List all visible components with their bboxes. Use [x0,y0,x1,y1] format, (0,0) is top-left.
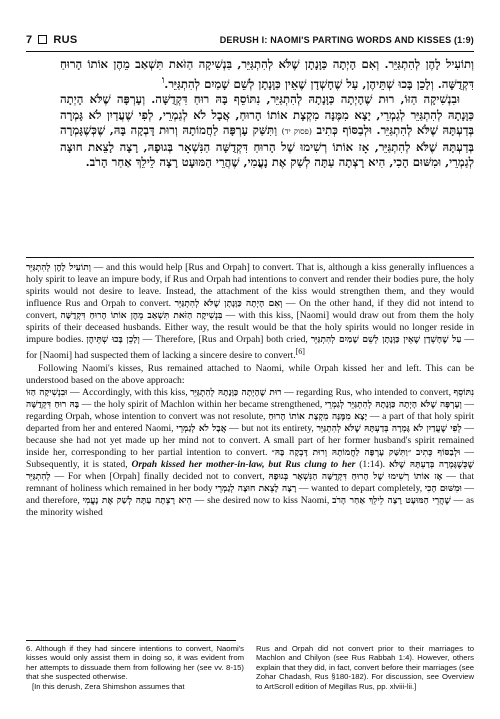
hebrew-lemma: רוּת שֶׁהָיְתָה כַּוָּנָתָהּ לְהִתְגַּיֵּר [190,387,282,398]
translation-paragraph-1 [26,262,474,363]
hebrew-para2-cont: וַתִּשַּׁק עָרְפָּה לַחֲמוֹתָהּ וְרוּת דָּבְקָה בָּהּ, שֶׁכְּשֶׁגָּמְרָה בְּדַעְתָּהּ שֶׁלֹּא לְהִתְגַּיֵּר, אָז אוֹתוֹ רְשִׁימוּ שֶׁל הָרוּחַ דִּקְדֻשָּׁה הַנִּשְׁאָר בְּגוּפָהּ, רָצָה לָצֵאת חוּצָה לְגַמְרֵי, וּמִשּׁוּם הָכִי, הִיא רָצְתָה עַתָּה לְשַׁק אֶת נָעֳמִי, שֶׁהֲרֵי הַמּוּעָט רָצָה לֵילֵךְ אַחַר הָרֹב. [60,123,474,170]
translation-paragraph-2: Following Naomi's kisses, Rus remained attached to Naomi, while Orpah kissed her and left. This can be understood based on the above approach: [26,362,474,386]
footnote-note: [In this derush, Zera Shimshon assumes that [32,681,185,691]
hebrew-lemma: וּמִשּׁוּם הָכִי [424,484,462,495]
verse-reference: (1:14). [355,458,389,470]
translation-text: — that remnant of holiness which remained in her body [26,470,475,495]
footnote-marker: [6] [295,347,305,357]
hebrew-lemma: וְאִם הָיְתָה כַּוָּנָתָן שֶׁלֹּא לְהִתְגַּיֵּר [174,299,283,310]
chapter-title: DERUSH I: NAOMI'S PARTING WORDS AND KISSES (1:9) [219,35,474,45]
footnote-column-right [256,644,474,691]
hebrew-lemma: יָצָא מִמֶּנָּה מִקְצָת אוֹתוֹ הָרוּחַ [268,411,368,422]
hebrew-source-text [60,57,474,171]
hebrew-lemma: שֶׁכְּשֶׁגָּמְרָה בְּדַעְתָּהּ שֶׁלֹּא לְהִתְגַּיֵּר [26,459,474,482]
verse-quote: Orpah kissed her mother-in-law, but Rus clung to her [131,458,356,470]
translation-text: — and therefore, [26,483,474,507]
footnote-continued: Rus and Orpah did not convert prior to their marriages to Machlon and Chilyon (see Rus Rabbah 1:4). However, others explain that they did, in fact, convert before their marriages (see Zohar Chadash, Rus §180-182). For discussion, see Overview to ArtScroll edition of Megillas Rus, pp. xlviii-lii.] [256,644,474,691]
square-ornament-icon [38,35,47,44]
header-left [26,34,78,46]
footnotes [26,644,474,691]
translation-text: — because she had not yet made up her mind not to convert. A small part of her former husband's spirit remained inside her, corresponding to her partial intention to convert. [26,422,474,458]
translation-text: — and this would help [Rus and Orpah] to convert. That is, although a kiss generally influences a holy spirit to leave an impure body, if Rus and Orpah had intentions to convert and render their bodies pure, the holy spirits would not desire to leave. Instead, the attachment of the kiss would strengthen them, and they would influence Rus and Orpah to convert. [26,262,474,310]
hebrew-lemma: בִּנְשִׁיקָה הַזֹּאת תִּשְׁאַב מֵהֶן אוֹתוֹ הָרוּחַ דִּקְדֻשָּׁה [60,311,223,322]
verse-reference: (פסוק יד) [281,127,312,137]
translation-text: — For when [Orpah] finally decided not to convert, [50,470,269,482]
hebrew-para2-text: וּבִנְשִׁיקָה הַזּוֹ, רוּת שֶׁהָיְתָה כַּוָּנָתָהּ לְהִתְגַּיֵּר, נִתּוֹסֵף בָּהּ רוּחַ דִּקְדֻשָּׁה. וְעָרְפָּה שֶׁלֹּא הָיְתָה כַּוָּנָתָהּ לְהִתְגַּיֵּר לְגַמְרֵי, יָצָא מִמֶּנָּה מִקְצָת אוֹתוֹ הָרוּחַ, אֲבָל לֹא לְגַמְרֵי, לְפִי שֶׁעֲדַיִן לֹא גָּמְרָה בְּדַעְתָּהּ שֶׁלֹּא לְהִתְגַּיֵּר. וּלְבַסּוֹף כְּתִיב [60,92,474,138]
footnote-column-left [26,644,244,691]
translation-text: — wanted to depart completely, [296,483,425,495]
section-divider [26,257,474,258]
hebrew-paragraph-2 [60,92,474,171]
hebrew-lemma: אָז אוֹתוֹ רְשִׁימוּ שֶׁל הָרוּחַ דִּקְדֻשָּׁה הַנִּשְׁאָר בְּגוּפָהּ [268,471,443,482]
footnote-marker: ו [161,74,165,86]
hebrew-lemma: אֲבָל לֹא לְגַמְרֵי [176,423,227,434]
hebrew-para1-text: וְתוֹעִיל לָהֶן לְהִתְגַּיֵּר. וְאִם הָיְתָה כַּוָּנָתָן שֶׁלֹּא לְהִתְגַּיֵּר, בִּנְשִׁיקָה הַזֹּאת תִּשְׁאַב מֵהֶן אוֹתוֹ הָרוּחַ דִּקְדֻשָּׁה. וְלָכֵן בָּכוּ שְׁתֵּיהֶן, עַל שֶׁחָשְׁדָן שֶׁאֵין כַּוָּנָתָן לְשֵׁם שָׁמַיִם לְהִתְגַּיֵּר. [60,57,474,91]
translation-text: — Accordingly, with this kiss, [67,386,191,398]
header-rule [26,51,474,52]
footnote-6: 6. Although if they had sincere intentions to convert, Naomi's kisses would only assist them in doing so, it was evident from her attempts to dissuade them from following her (see vv. 8-15) that she suspected otherwise. [26,644,244,682]
hebrew-lemma: וּבִנְשִׁיקָה הַזּוֹ [26,387,68,398]
hebrew-lemma: לְפִי שֶׁעֲדַיִן לֹא גָּמְרָה בְּדַעְתָּהּ שֶׁלֹּא לְהִתְגַּיֵּר [316,423,462,434]
hebrew-lemma: וְתוֹעִיל לָהֶן לְהִתְגַּיֵּר [26,263,91,273]
translation-text: — Subsequently, it is stated, [26,446,474,470]
hebrew-lemma: רָצָה לָצֵאת חוּצָה לְגַמְרֵי [215,484,297,495]
hebrew-lemma: עַל שֶׁחָשְׁדָן שֶׁאֵין כַּוָּנָתָן לְשֵׁם שָׁמַיִם לְהִתְגַּיֵּר [310,335,462,346]
translation-text: — with this kiss, [Naomi] would draw out from them the holy spirits of their deceased husbands. Either way, the result would be that the holy spirits would no longer reside in impure bodies. [26,310,475,346]
translation-text: — for [Naomi] had suspected them of lacking a sincere desire to convert. [26,334,474,362]
book-title: RUS [53,34,78,46]
translation-text: — as the minority wished [26,495,474,519]
hebrew-paragraph-1 [60,57,474,92]
hebrew-lemma: וְלָכֵן בָּכוּ שְׁתֵּיהֶן [86,335,140,346]
translation-text: — regarding Orpah, whose intention to convert was not resolute, [26,398,474,422]
footnote-rule [26,640,236,641]
hebrew-lemma: וְעָרְפָּה שֶׁלֹּא הָיְתָה כַּוָּנָתָהּ לְהִתְגַּיֵּר לְגַמְרֵי [324,399,462,410]
hebrew-lemma: הִיא רָצְתָה עַתָּה לְשַׁק אֶת נָעֳמִי [82,496,192,507]
translation-text: — she desired now to kiss Naomi, [191,495,333,507]
translation-text: — regarding Rus, who intended to convert, [281,386,454,398]
translation-text: — a part of that holy spirit departed from her and entered Naomi, [26,410,474,434]
translation-text: — Therefore, [Rus and Orpah] both cried, [139,334,311,346]
translation-text: — the holy spirit of Machlon within her became strengthened, [79,398,325,410]
hebrew-lemma: שֶׁהֲרֵי הַמּוּעָט רָצָה לֵילֵךְ אַחַר הָרֹב [332,496,451,507]
translation-paragraph-3 [26,387,474,520]
running-header [26,34,474,50]
english-translation [26,262,474,519]
translation-text: — but not its entirety, [226,422,317,434]
hebrew-lemma: נִתּוֹסֵף בָּהּ רוּחַ דִּקְדֻשָּׁה [26,387,475,410]
page-number: 7 [26,34,33,46]
hebrew-lemma: וּלְבַסּוֹף כְּתִיב ״וַתִּשַּׁק עָרְפָּה לַחֲמוֹתָהּ וְרוּת דָּבְקָה בָּהּ״ [271,447,461,458]
translation-text: — On the other hand, if they did not intend to convert, [26,298,474,322]
